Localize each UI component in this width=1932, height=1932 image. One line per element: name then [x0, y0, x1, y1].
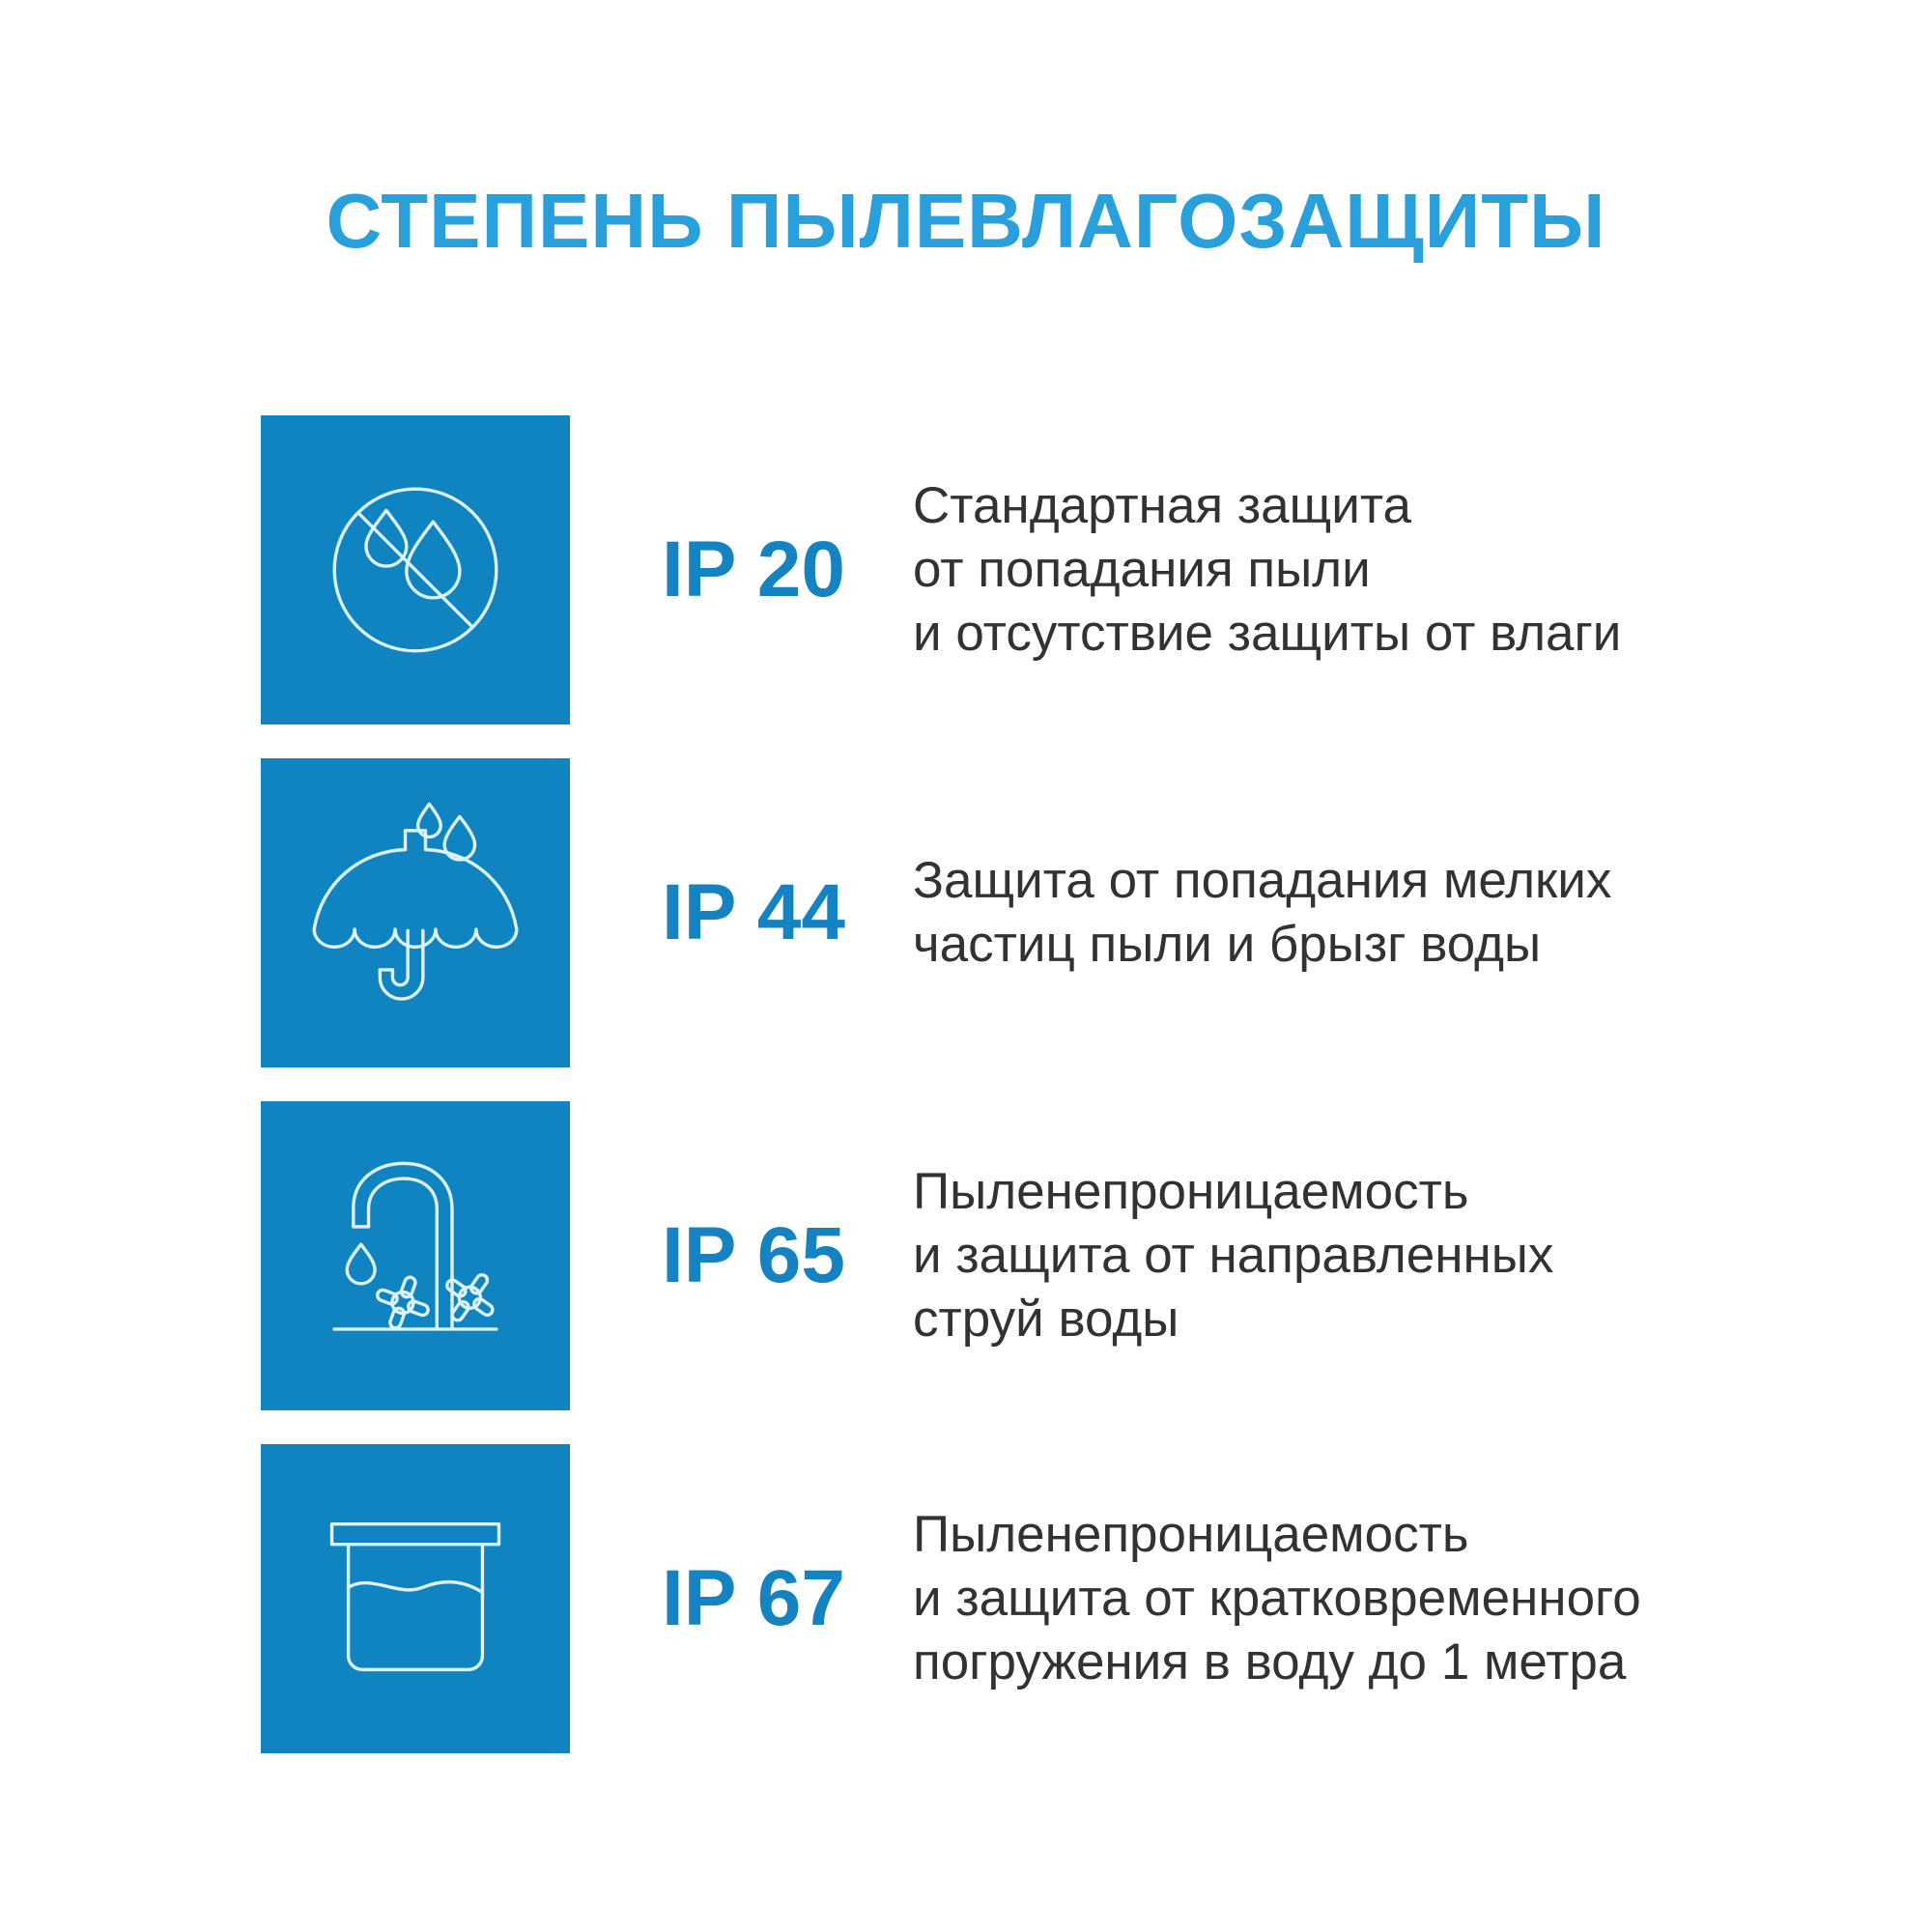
icon-tile-ip20 — [261, 415, 570, 724]
ip-rating-description — [913, 474, 1621, 666]
description-line: от попадания пыли — [913, 541, 1371, 598]
description-line: струй воды — [913, 1291, 1179, 1348]
icon-tile-ip44 — [261, 758, 570, 1067]
icon-tile-ip65 — [261, 1101, 570, 1410]
ip-rating-label: IP 65 — [662, 1211, 845, 1299]
ip-rating-row-ip67 — [261, 1444, 1641, 1753]
page-title: СТЕПЕНЬ ПЫЛЕВЛАГОЗАЩИТЫ — [326, 178, 1606, 264]
ip-rating-row-ip44 — [261, 758, 1641, 1067]
description-line: Защита от попадания мелких — [913, 852, 1612, 909]
faucet-water-jet-icon — [289, 1129, 542, 1382]
no-water-drops-icon — [289, 443, 542, 696]
water-immersion-container-icon — [289, 1472, 542, 1725]
icon-tile-ip67 — [261, 1444, 570, 1753]
ip-rating-description — [913, 849, 1611, 977]
ip-rating-label: IP 67 — [662, 1554, 845, 1642]
ip-rating-rows — [261, 415, 1641, 1787]
description-line: погружения в воду до 1 метра — [913, 1634, 1627, 1690]
umbrella-rain-icon — [289, 786, 542, 1039]
description-line: Стандартная защита — [913, 477, 1411, 534]
description-line: Пыленепроницаемость — [913, 1163, 1469, 1220]
description-line: частиц пыли и брызг воды — [913, 916, 1542, 973]
description-line: и отсутствие защиты от влаги — [913, 605, 1622, 662]
description-line: Пыленепроницаемость — [913, 1506, 1469, 1563]
ip-rating-label: IP 44 — [662, 868, 845, 956]
ip-rating-description — [913, 1160, 1553, 1351]
description-line: и защита от направленных — [913, 1227, 1554, 1284]
ip-rating-row-ip65 — [261, 1101, 1641, 1410]
ip-rating-description — [913, 1503, 1641, 1694]
description-line: и защита от кратковременного — [913, 1570, 1641, 1627]
ip-rating-row-ip20 — [261, 415, 1641, 724]
ip-rating-label: IP 20 — [662, 526, 845, 613]
